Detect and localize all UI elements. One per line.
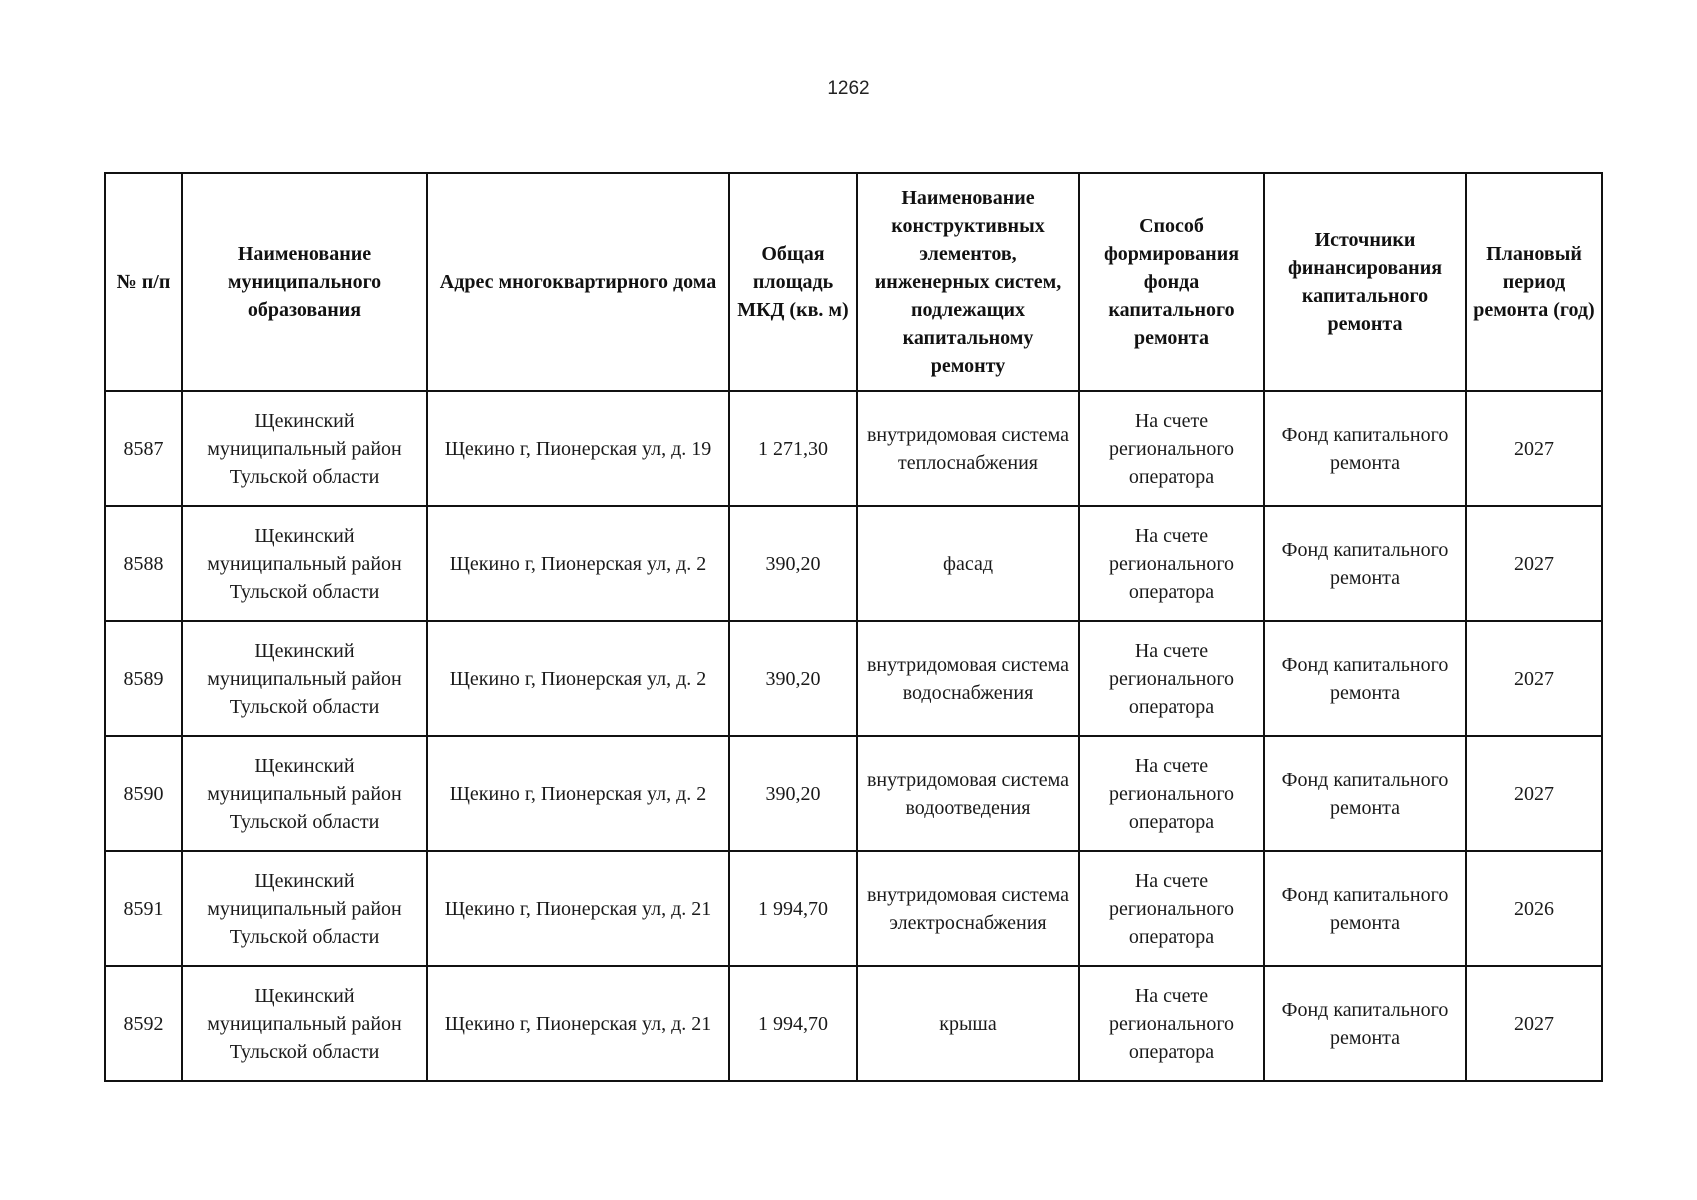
header-elements: Наименование конструктивных элементов, инженерных систем, подлежащих капитальному ремонту bbox=[857, 173, 1079, 391]
repair-registry-table bbox=[104, 172, 1603, 1082]
header-area: Общая площадь МКД (кв. м) bbox=[729, 173, 857, 391]
cell-number: 8587 bbox=[105, 391, 182, 506]
cell-municipality: Щекинский муниципальный район Тульской области bbox=[182, 391, 427, 506]
cell-elements: внутридомовая система водоснабжения bbox=[857, 621, 1079, 736]
cell-elements: фасад bbox=[857, 506, 1079, 621]
cell-fund-method: На счете регионального оператора bbox=[1079, 736, 1264, 851]
cell-area: 1 994,70 bbox=[729, 851, 857, 966]
cell-planned-year: 2027 bbox=[1466, 966, 1602, 1081]
table-header bbox=[105, 173, 1602, 391]
cell-elements: внутридомовая система электроснабжения bbox=[857, 851, 1079, 966]
header-row bbox=[105, 173, 1602, 391]
table-row bbox=[105, 391, 1602, 506]
cell-address: Щекино г, Пионерская ул, д. 2 bbox=[427, 621, 729, 736]
cell-address: Щекино г, Пионерская ул, д. 21 bbox=[427, 966, 729, 1081]
cell-elements: крыша bbox=[857, 966, 1079, 1081]
cell-planned-year: 2027 bbox=[1466, 391, 1602, 506]
cell-planned-year: 2026 bbox=[1466, 851, 1602, 966]
cell-planned-year: 2027 bbox=[1466, 621, 1602, 736]
cell-funding-source: Фонд капитального ремонта bbox=[1264, 736, 1466, 851]
cell-elements: внутридомовая система водоотведения bbox=[857, 736, 1079, 851]
page-number: 1262 bbox=[827, 78, 870, 99]
cell-fund-method: На счете регионального оператора bbox=[1079, 391, 1264, 506]
cell-number: 8592 bbox=[105, 966, 182, 1081]
cell-number: 8591 bbox=[105, 851, 182, 966]
header-planned-year: Плановый период ремонта (год) bbox=[1466, 173, 1602, 391]
cell-address: Щекино г, Пионерская ул, д. 2 bbox=[427, 506, 729, 621]
cell-number: 8590 bbox=[105, 736, 182, 851]
cell-municipality: Щекинский муниципальный район Тульской области bbox=[182, 966, 427, 1081]
cell-elements: внутридомовая система теплоснабжения bbox=[857, 391, 1079, 506]
table-row bbox=[105, 621, 1602, 736]
cell-planned-year: 2027 bbox=[1466, 506, 1602, 621]
cell-funding-source: Фонд капитального ремонта bbox=[1264, 851, 1466, 966]
cell-fund-method: На счете регионального оператора bbox=[1079, 506, 1264, 621]
cell-area: 390,20 bbox=[729, 736, 857, 851]
cell-municipality: Щекинский муниципальный район Тульской области bbox=[182, 851, 427, 966]
cell-area: 390,20 bbox=[729, 621, 857, 736]
cell-municipality: Щекинский муниципальный район Тульской области bbox=[182, 736, 427, 851]
header-number: № п/п bbox=[105, 173, 182, 391]
cell-number: 8589 bbox=[105, 621, 182, 736]
cell-planned-year: 2027 bbox=[1466, 736, 1602, 851]
header-municipality: Наименование муниципального образования bbox=[182, 173, 427, 391]
cell-funding-source: Фонд капитального ремонта bbox=[1264, 506, 1466, 621]
header-fund-method: Способ формирования фонда капитального ремонта bbox=[1079, 173, 1264, 391]
cell-area: 1 271,30 bbox=[729, 391, 857, 506]
cell-address: Щекино г, Пионерская ул, д. 19 bbox=[427, 391, 729, 506]
cell-municipality: Щекинский муниципальный район Тульской области bbox=[182, 621, 427, 736]
cell-funding-source: Фонд капитального ремонта bbox=[1264, 391, 1466, 506]
cell-funding-source: Фонд капитального ремонта bbox=[1264, 621, 1466, 736]
cell-fund-method: На счете регионального оператора bbox=[1079, 621, 1264, 736]
cell-funding-source: Фонд капитального ремонта bbox=[1264, 966, 1466, 1081]
cell-area: 1 994,70 bbox=[729, 966, 857, 1081]
table-row bbox=[105, 736, 1602, 851]
header-funding-source: Источники финансирования капитального ремонта bbox=[1264, 173, 1466, 391]
table-body bbox=[105, 391, 1602, 1081]
header-address: Адрес многоквартирного дома bbox=[427, 173, 729, 391]
cell-fund-method: На счете регионального оператора bbox=[1079, 851, 1264, 966]
cell-address: Щекино г, Пионерская ул, д. 2 bbox=[427, 736, 729, 851]
cell-address: Щекино г, Пионерская ул, д. 21 bbox=[427, 851, 729, 966]
table-row bbox=[105, 966, 1602, 1081]
cell-number: 8588 bbox=[105, 506, 182, 621]
cell-area: 390,20 bbox=[729, 506, 857, 621]
table-row bbox=[105, 851, 1602, 966]
table-row bbox=[105, 506, 1602, 621]
cell-municipality: Щекинский муниципальный район Тульской области bbox=[182, 506, 427, 621]
cell-fund-method: На счете регионального оператора bbox=[1079, 966, 1264, 1081]
